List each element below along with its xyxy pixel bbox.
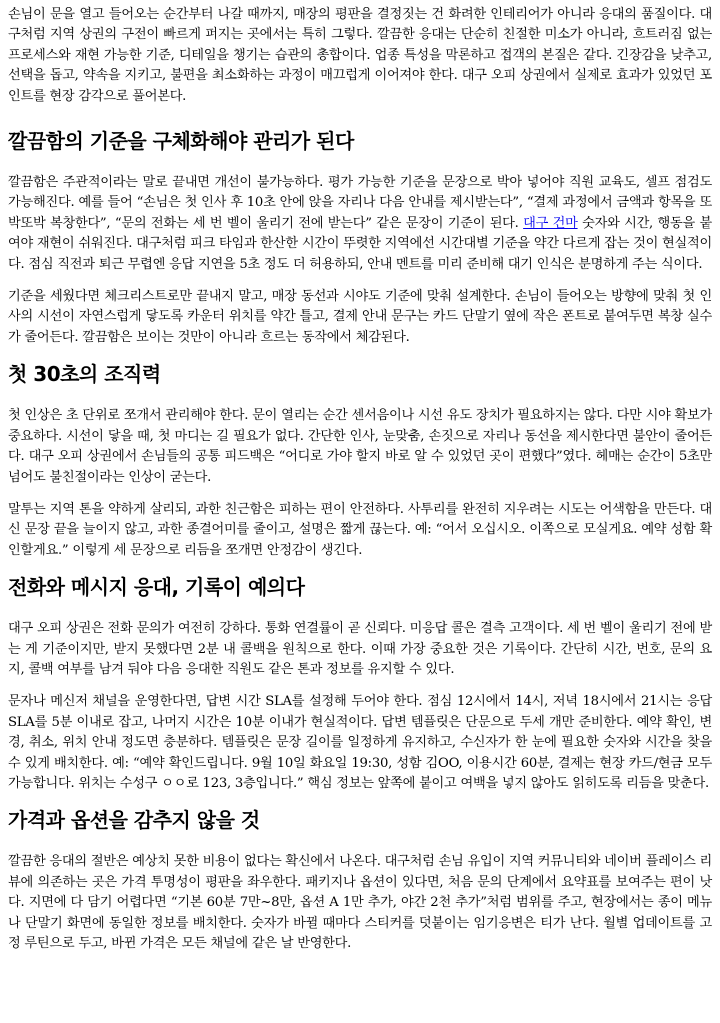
section-heading: 첫 30초의 조직력 <box>8 362 161 387</box>
section-paragraph: 깔끔한 응대의 절반은 예상치 못한 비용이 없다는 확신에서 나온다. 대구처럼 손님 유입이 지역 커뮤니티와 네이버 플레이스 리뷰에 의존하는 곳은 가격 투명성이 평판을 좌우한다. 패키지나 옵션이 있다면, 처음 문의 단계에서 요약표를 보여주는 편이 낫다. 지면에 다 담기 어렵다면 “기본 60분 7만~8만, 옵션 A 1만 추가, 야간 2천 추가”처럼 범위를 주고, 현장에서는 종이 메뉴나 단말기 화면에 동일한 정보를 배치한다. 숫자가 바뀔 때마다 스티커를 덧붙이는 임기응변은 티가 난다. 월별 업데이트를 고정 루틴으로 두고, 바뀐 가격은 모든 채널에 같은 날 반영한다. <box>8 854 712 951</box>
section-paragraph <box>8 173 712 275</box>
section-first-30-seconds <box>8 360 712 561</box>
section-heading: 전화와 메시지 응대, 기록이 예의다 <box>8 575 305 600</box>
paragraph-text: 숫자와 시간, 행동을 붙여야 재현이 쉬워진다. 대구처럼 피크 타임과 한산한 시간이 뚜렷한 지역에선 시간대별 기준을 약간 다르게 잡는 것이 현실적이다. 점심 직전과 퇴근 무렵엔 응답 지연을 5초 정도 더 허용하되, 안내 멘트를 미리 준비해 대기 인식은 분명하게 주는 식이다. <box>8 215 712 272</box>
section-paragraph: 기준을 세웠다면 체크리스트로만 끝내지 말고, 매장 동선과 시야도 기준에 맞춰 설계한다. 손님이 들어오는 방향에 맞춰 첫 인사의 시선이 자연스럽게 닿도록 카운터 위치를 약간 틀고, 결제 안내 문구는 카드 단말기 옆에 작은 폰트로 붙여두면 복창 실수가 줄어든다. 깔끔함은 보이는 것만이 아니라 흐르는 동작에서 체감된다. <box>8 289 712 345</box>
section-paragraph: 첫 인상은 초 단위로 쪼개서 관리해야 한다. 문이 열리는 순간 센서음이나 시선 유도 장치가 필요하지는 않다. 다만 시야 확보가 중요하다. 시선이 닿을 때, 첫 마디는 길 필요가 없다. 간단한 인사, 눈맞춤, 손짓으로 자리나 동선을 제시한다면 불안이 줄어든다. 대구 오피 상권에서 손님들의 공통 피드백은 “어디로 가야 할지 바로 알 수 있었던 곳이 편했다”였다. 헤매는 순간이 5초만 넘어도 불친절이라는 인상이 굳는다. <box>8 408 712 485</box>
section-heading: 깔끔함의 기준을 구체화해야 관리가 된다 <box>8 129 354 154</box>
section-paragraph: 말투는 지역 톤을 약하게 살리되, 과한 친근함은 피하는 편이 안전하다. 사투리를 완전히 지우려는 시도는 어색함을 만든다. 대신 문장 끝을 늘이지 않고, 과한 종결어미를 줄이고, 설명은 짧게 끊는다. 예: “어서 오십시오. 이쪽으로 모실게요. 예약 성함 확인할게요.” 이렇게 세 문장으로 리듬을 쪼개면 안정감이 생긴다. <box>8 501 712 558</box>
section-cleanliness-standard <box>8 127 712 348</box>
section-price-options <box>8 806 712 954</box>
section-heading: 가격과 옵션을 감추지 않을 것 <box>8 808 260 833</box>
section-phone-message <box>8 573 712 794</box>
intro-paragraph: 손님이 문을 열고 들어오는 순간부터 나갈 때까지, 매장의 평판을 결정짓는 건 화려한 인테리어가 아니라 응대의 품질이다. 대구처럼 지역 상권의 구전이 빠르게 퍼지는 곳에서는 특히 그렇다. 깔끔한 응대는 단순히 친절한 미소가 아니라, 흐트러짐 없는 프로세스와 재현 가능한 기준, 디테일을 챙기는 습관의 총합이다. 업종 특성을 막론하고 접객의 본질은 같다. 긴장감을 낮추고, 선택을 돕고, 약속을 지키고, 불편을 최소화하는 과정이 매끄럽게 이어져야 한다. 대구 오피 상권에서 실제로 효과가 있었던 포인트를 현장 감각으로 풀어본다. <box>8 7 712 104</box>
paragraph-text: 깔끔함은 주관적이라는 말로 끝내면 개선이 불가능하다. 평가 가능한 기준을 문장으로 박아 넣어야 직원 교육도, 셀프 점검도 가능해진다. 예를 들어 “손님은 첫 인사 후 10초 안에 앉을 자리나 다음 안내를 제시받는다”, “결제 과정에서 금액과 항목을 또박또박 복창한다”, “문의 전화는 세 번 벨이 울리기 전에 받는다” 같은 문장이 기준이 된다. <box>8 175 712 231</box>
article <box>0 5 720 954</box>
section-paragraph: 대구 오피 상권은 전화 문의가 여전히 강하다. 통화 연결률이 곧 신뢰다. 미응답 콜은 결측 고객이다. 세 번 벨이 울리기 전에 받는 게 기준이지만, 받지 못했다면 2분 내 콜백을 원칙으로 한다. 이때 가장 중요한 것은 기록이다. 간단히 시간, 번호, 문의 요지, 콜백 여부를 남겨 둬야 다음 응대한 직원도 같은 톤과 정보를 유지할 수 있다. <box>8 621 712 677</box>
section-paragraph: 문자나 메신저 채널을 운영한다면, 답변 시간 SLA를 설정해 두어야 한다. 점심 12시에서 14시, 저녁 18시에서 21시는 응답 SLA를 5분 이내로 잡고, 나머지 시간은 10분 이내가 현실적이다. 답변 템플릿은 단문으로 두세 개만 준비한다. 예약 확인, 변경, 취소, 위치 안내 정도면 충분하다. 템플릿은 문장 길이를 일정하게 유지하고, 수신자가 한 눈에 필요한 숫자와 시간을 찾을 수 있게 배치한다. 예: “예약 확인드립니다. 9월 10일 화요일 19:30, 성함 김OO, 이용시간 60분, 결제는 현장 카드/현금 모두 가능합니다. 위치는 수성구 ㅇㅇ로 123, 3층입니다.” 핵심 정보는 앞쪽에 붙이고 여백을 넣지 않아도 읽히도록 리듬을 맞춘다. <box>8 694 712 791</box>
daegu-link[interactable]: 대구 건마 <box>523 215 578 231</box>
